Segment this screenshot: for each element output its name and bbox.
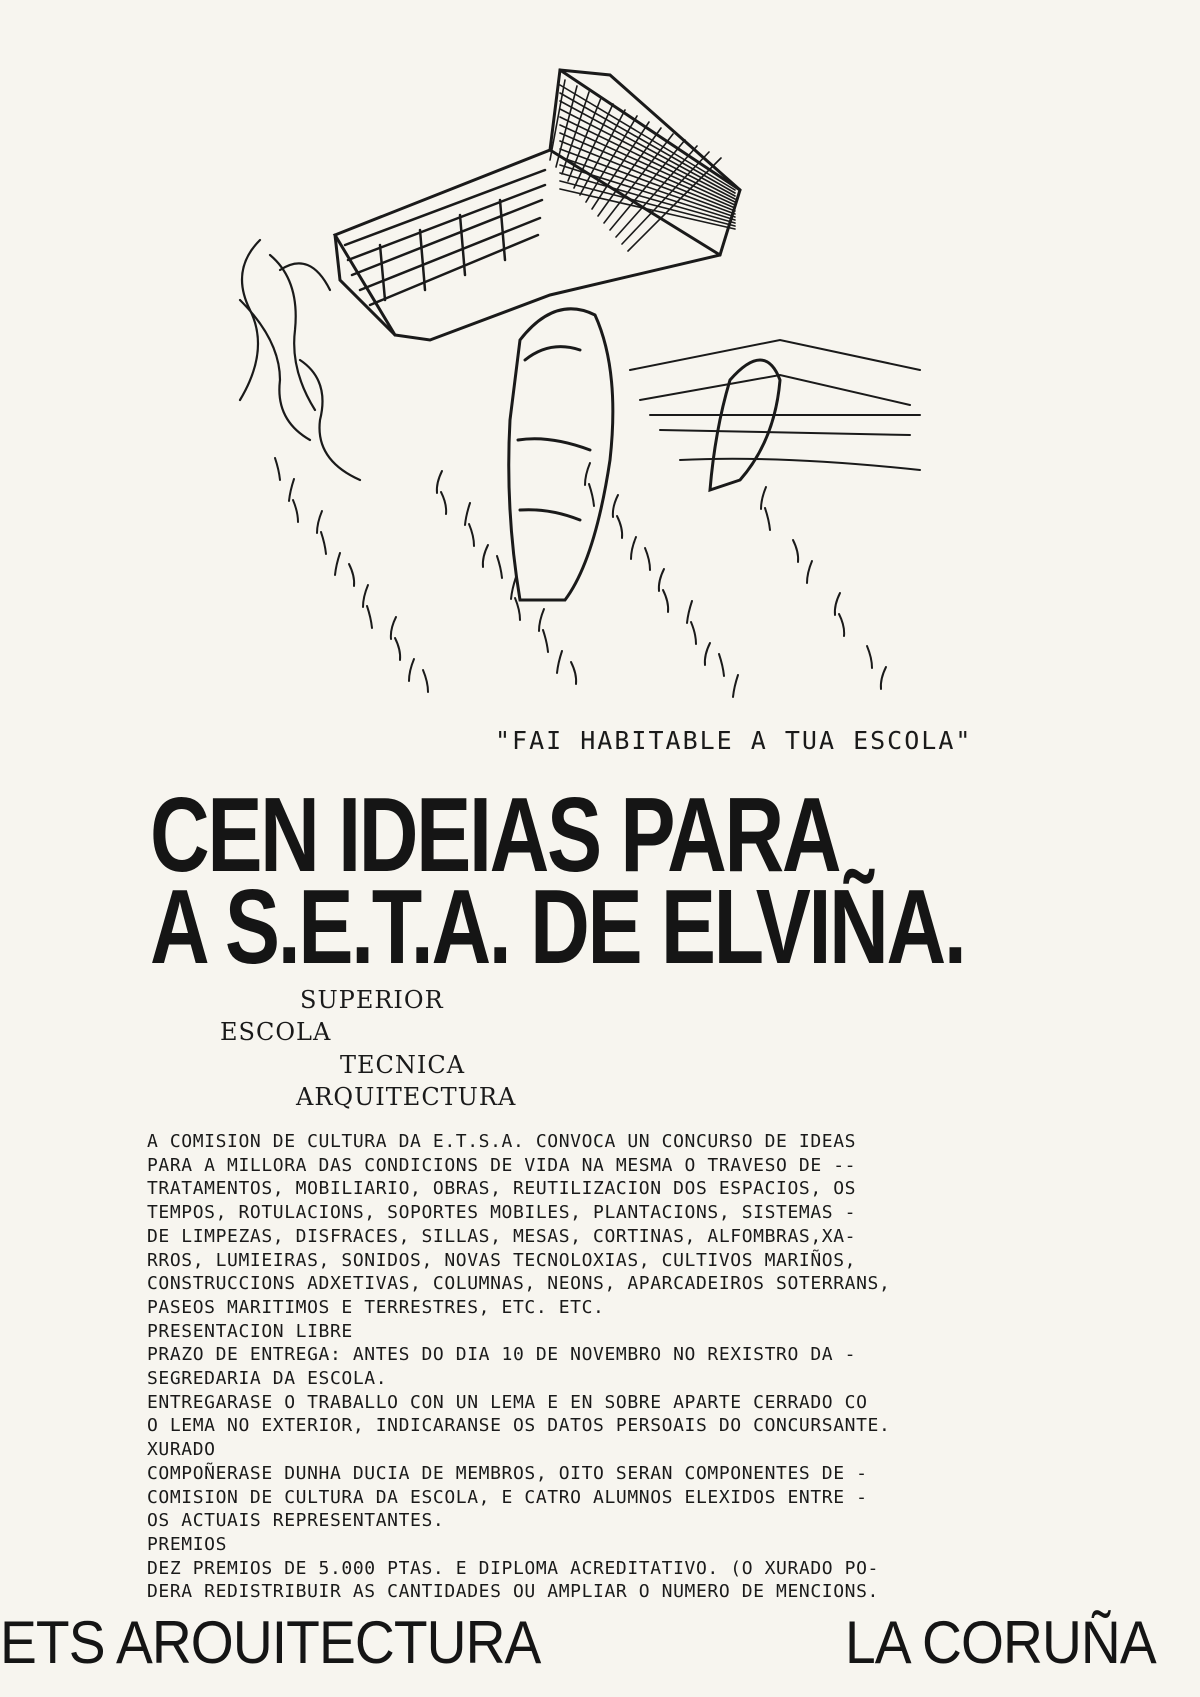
body-line: PARA A MILLORA DAS CONDICIONS DE VIDA NA MESMA O TRAVESO DE -- [147, 1154, 857, 1176]
acronym-escola: ESCOLA [220, 1018, 332, 1046]
body-line: TRATAMENTOS, MOBILIARIO, OBRAS, REUTILIZACION DOS ESPACIOS, OS [147, 1178, 857, 1200]
body-line: RROS, LUMIEIRAS, SONIDOS, NOVAS TECNOLOXIAS, CULTIVOS MARIÑOS, [147, 1249, 857, 1271]
body-line: A COMISION DE CULTURA DA E.T.S.A. CONVOCA UN CONCURSO DE IDEAS [147, 1131, 857, 1152]
building-sketch-illustration [220, 40, 980, 730]
body-line: COMISION DE CULTURA DA ESCOLA, E CATRO ALUMNOS ELEXIDOS ENTRE - [147, 1486, 868, 1508]
body-line: OS ACTUAIS REPRESENTANTES. [147, 1510, 445, 1532]
headline-line-2: A S.E.T.A. DE ELVIÑA. [150, 868, 965, 986]
body-line: SEGREDARIA DA ESCOLA. [147, 1368, 388, 1390]
body-line: PRAZO DE ENTREGA: ANTES DO DIA 10 DE NOVEMBRO NO REXISTRO DA - [147, 1344, 857, 1366]
body-line: PREMIOS [147, 1533, 228, 1555]
body-line: COMPOÑERASE DUNHA DUCIA DE MEMBROS, OITO SERAN COMPONENTES DE - [147, 1462, 868, 1484]
body-line: CONSTRUCCIONS ADXETIVAS, COLUMNAS, NEONS, APARCADEIROS SOTERRANS, [147, 1273, 891, 1295]
body-line: XURADO [147, 1439, 216, 1461]
body-line: DEZ PREMIOS DE 5.000 PTAS. E DIPLOMA ACREDITATIVO. (O XURADO PO- [147, 1557, 879, 1579]
body-line: ENTREGARASE O TRABALLO CON UN LEMA E EN SOBRE APARTE CERRADO CO [147, 1391, 868, 1413]
body-line: PASEOS MARITIMOS E TERRESTRES, ETC. ETC. [147, 1296, 605, 1318]
acronym-superior: SUPERIOR [300, 986, 444, 1014]
body-line: DE LIMPEZAS, DISFRACES, SILLAS, MESAS, CORTINAS, ALFOMBRAS,XA- [147, 1225, 857, 1247]
acronym-arquitectura: ARQUITECTURA [296, 1083, 517, 1111]
body-line: DERA REDISTRIBUIR AS CANTIDADES OU AMPLIAR O NUMERO DE MENCIONS. [147, 1581, 879, 1603]
body-line: TEMPOS, ROTULACIONS, SOPORTES MOBILES, PLANTACIONS, SISTEMAS - [147, 1202, 857, 1224]
body-line: O LEMA NO EXTERIOR, INDICARANSE OS DATOS PERSOAIS DO CONCURSANTE. [147, 1415, 891, 1437]
acronym-tecnica: TECNICA [340, 1051, 466, 1079]
body-line: PRESENTACION LIBRE [147, 1320, 353, 1342]
footer-city: LA CORUÑA [845, 1609, 1156, 1676]
headline-line-1: CEN IDEIAS PARA [150, 776, 840, 894]
footer-school-name: ETS AROUITECTURA [0, 1609, 541, 1676]
competition-text [147, 1130, 1087, 1604]
slogan: "FAI HABITABLE A TUA ESCOLA" [495, 726, 973, 755]
